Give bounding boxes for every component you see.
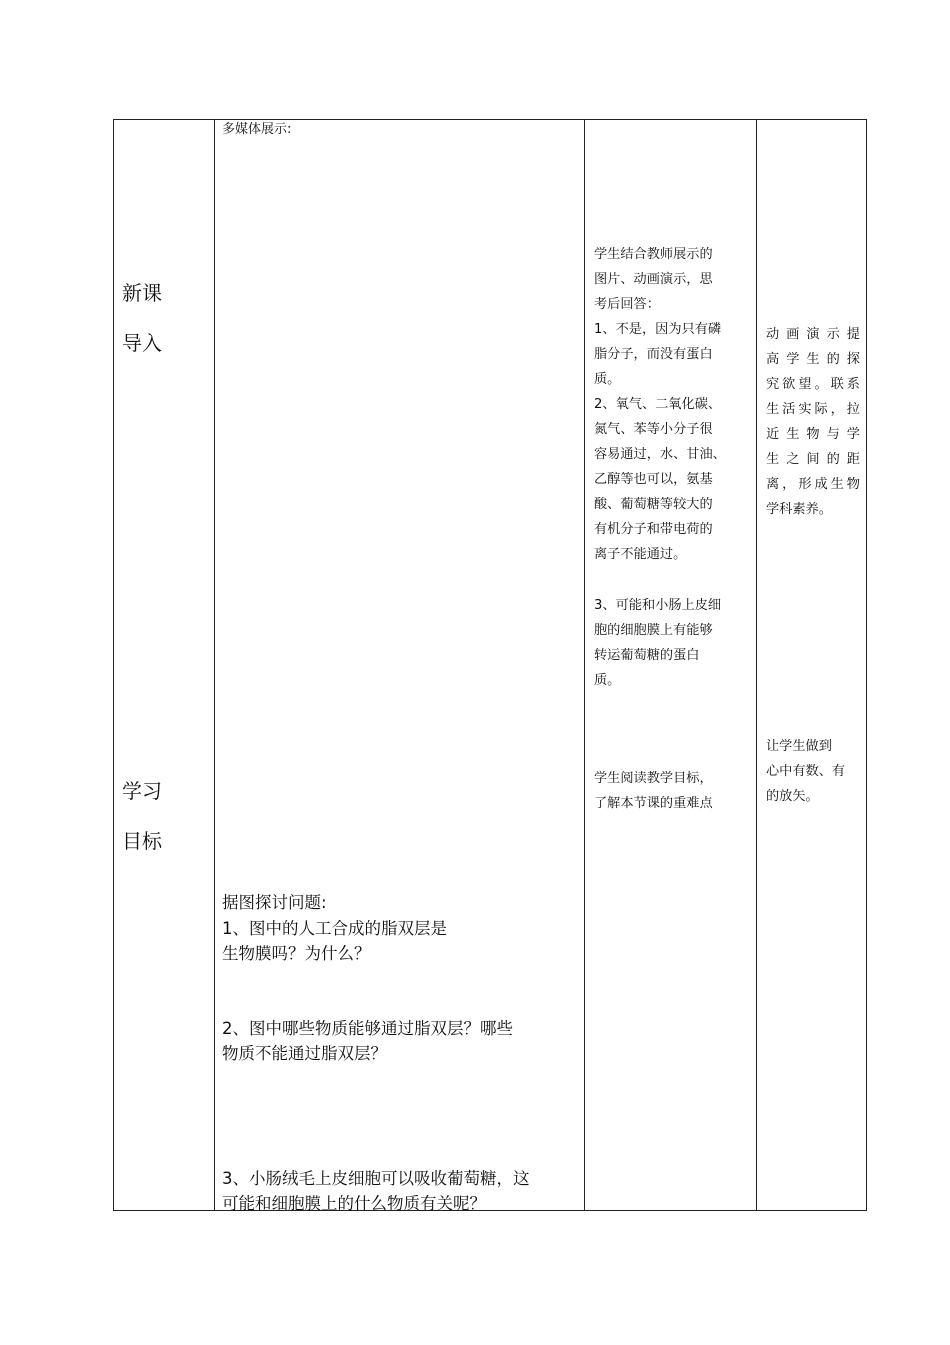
column-divider — [214, 120, 215, 1210]
student-goals: 学生阅读教学目标， 了解本节课的重难点 — [594, 771, 713, 811]
lesson-plan-table — [113, 119, 867, 1211]
column-divider — [756, 120, 757, 1210]
question-1: 1、图中的人工合成的脂双层是 生物膜吗？为什么？ — [222, 919, 447, 963]
stage-new-lesson: 新课 导入 — [122, 281, 162, 355]
intent-intro: 动画演示提 高学生的探 究欲望。联系 生活实际，拉 近生物与学 生之间的距 离，形成生物 学科素养。 — [766, 327, 860, 517]
stage-learning-goals: 学习 目标 — [122, 779, 162, 853]
intent-goals: 让学生做到 心中有数、有 的放矢。 — [766, 739, 846, 804]
media-label: 多媒体展示: — [222, 122, 292, 137]
student-answers: 学生结合教师展示的 图片、动画演示，思 考后回答： 1、不是，因为只有磷 脂分子，而没有蛋白 质。 2、氧气、二氧化碳、 氮气、苯等小分子很 容易通过，水、甘油、 乙醇等也可以，氨基 酸、葡萄糖等较大的 有机分子和带电荷的 离子不能通过。 — [594, 247, 726, 562]
question-2: 2、图中哪些物质能够通过脂双层？哪些 物质不能通过脂双层？ — [222, 1019, 513, 1063]
question-3: 3、小肠绒毛上皮细胞可以吸收葡萄糖，这 可能和细胞膜上的什么物质有关呢？ — [222, 1169, 530, 1213]
column-divider — [584, 120, 585, 1210]
student-answer-3: 3、可能和小肠上皮细 胞的细胞膜上有能够 转运葡萄糖的蛋白 质。 — [594, 598, 722, 688]
discussion-title: 据图探讨问题: — [222, 893, 327, 912]
